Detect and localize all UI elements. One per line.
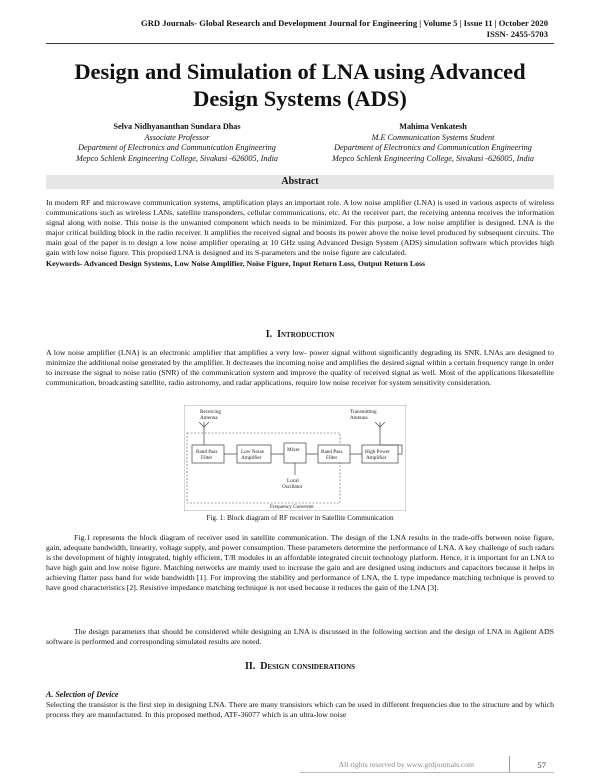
author-2 [302,122,564,164]
section-2-title: Design considerations [260,661,356,672]
author-2-inst: Mepco Schlenk Engineering College, Sivakasi -626005, India [332,153,534,163]
figure-1 [184,405,406,511]
author-1-dept: Department of Electronics and Communication Engineering [78,143,276,153]
intro-paragraph-2: Fig.1 represents the block diagram of receiver used in satellite communication. The design of the LNA results in the trade-offs between noise figure, gain, adequate bandwidth, linearity, voltage supply, and power consumption. These parameters determine the performance of LNA. A key challenge of such radars is the development of highly integrated, highly efficient, T/R modules in an affordable integrated circuit technology platform. Hence, it is important for an LNA to have high gain and low noise figure. Matching networks are mainly used to increase the gain and are designed using inductors and capacitors because it helps in achieving flatter pass band for wide bandwidth [1]. For improving the stability and performance of LNA, the L type impedance matching technique is proved to have good characteristics [2]. Resistive impedance matching technique is not used because it reduces the gain of the LNA [3]. [46,533,554,593]
journal-header [141,18,548,40]
author-1-role: Associate Professor [144,132,210,142]
footer-separator [509,756,510,772]
author-1-inst: Mepco Schlenk Engineering College, Sivakasi -626005, India [76,153,278,163]
header-divider [46,43,554,44]
mixer-label: Mixer [287,447,300,453]
intro-paragraph-1: A low noise amplifier (LNA) is an electronic amplifier that amplifies a very low- power signal without significantly degrading its SNR. LNAs are designed to minimize the additional noise generated by the amplifier. It decreases the incoming noise and amplifies the desired signal within a certain frequency range in order to increase the signal to noise ratio (SNR) of the communication system and improve the quality of received signal as well. Most of the applications likesatellite communication, broadcasting satellite, radio astronomy, and radar applications, require low noise receiver for system sensitivity consideration. [46,348,554,388]
bpf1-label-2: Filter [201,455,213,461]
lna-label-1: Low Noise [241,449,264,455]
keywords: Keywords- Advanced Design Systems, Low Noise Amplifier, Noise Figure, Input Return Loss, Output Return Loss [46,258,426,268]
author-2-name: Mahima Venkatesh [399,122,467,131]
author-1 [46,122,308,164]
author-2-role: M.E Communication Systems Student [371,132,495,142]
bpf1-label-1: Band Pass [196,449,218,455]
section-1-heading [0,329,600,340]
author-1-name: Selva Nidhyananthan Sundara Dhas [113,122,241,131]
abstract-body [46,198,554,269]
lna-label-2: Amplifier [241,455,262,461]
paper-title-line1: Design and Simulation of LNA using Advanced [74,59,526,84]
journal-header-line1: GRD Journals- Global Research and Development Journal for Engineering | Volume 5 | Issue 11 | October 2020 [141,18,548,28]
section-2-heading [0,661,600,672]
hpa-label-2: Amplifier [366,455,387,461]
hpa-label-1: High Power [365,449,390,455]
frequency-converter-label: Frequency Converter [270,504,314,510]
section-1-title: Introduction [277,329,335,340]
author-2-dept: Department of Electronics and Communication Engineering [334,143,532,153]
journal-issn: ISSN- 2455-5703 [486,29,548,39]
paper-title-line2: Design Systems (ADS) [193,86,407,111]
section-2-number: II. [244,661,256,672]
rx-antenna-label-1: Receiving [200,409,222,415]
subsection-a-heading: A. Selection of Device [46,690,119,699]
bpf2-label-1: Band Pass [321,449,343,455]
lo-label-2: Oscillator [282,484,303,490]
intro-paragraph-3: The design parameters that should be considered while designing an LNA is discussed in the following section and the design of LNA in Agilent ADS software is performed and corresponding simulated results are noted. [46,627,554,647]
page-number: 57 [537,760,546,770]
section-1-number: I. [265,329,273,340]
tx-antenna-label-1: Transmitting [350,409,377,415]
abstract-text: In modern RF and microwave communication systems, amplification plays an important role. A low noise amplifier (LNA) is used in various aspects of wireless communications such as wireless LANs, satellite transponders, cellular communications, etc. At the receiver part, the receiving antenna receives the information signal along with noise. This noise is the unwanted component which needs to be minimized. For this purpose, a low noise amplifier is designed. LNA is the major critical building block in the radio receiver. It amplifies the received signal and boosts its power above the noise level produced by subsequent circuits. The main goal of the paper is to design a low noise amplifier operating at 10 GHz using Advanced Design System (ADS) simulation software which provides high gain with low noise figure. This proposed LNA is designed and its S-parameters and the noise figure are calculated. [46,198,554,258]
tx-antenna-label-2: Antenna [350,415,368,421]
mixer-block [284,443,306,463]
block-diagram [184,405,406,511]
footer-divider [300,772,554,773]
paper-title [30,58,570,112]
abstract-heading: Abstract [46,175,554,189]
lo-label-1: Local [287,478,299,484]
figure-1-caption: Fig. 1: Block diagram of RF receiver in Satellite Communication [206,514,394,522]
section-2-paragraph-1: Selecting the transistor is the first step in designing LNA. There are many transistors which can be used in different frequencies due to the structure and by which process they are manufactured. In this proposed method, ATF-36077 which is an ultra-low noise [46,700,554,720]
footer-rights: All rights reserved by www.grdjournals.com [338,760,474,769]
bpf2-label-2: Filter [326,455,338,461]
rx-antenna-label-2: Antenna [200,415,218,421]
